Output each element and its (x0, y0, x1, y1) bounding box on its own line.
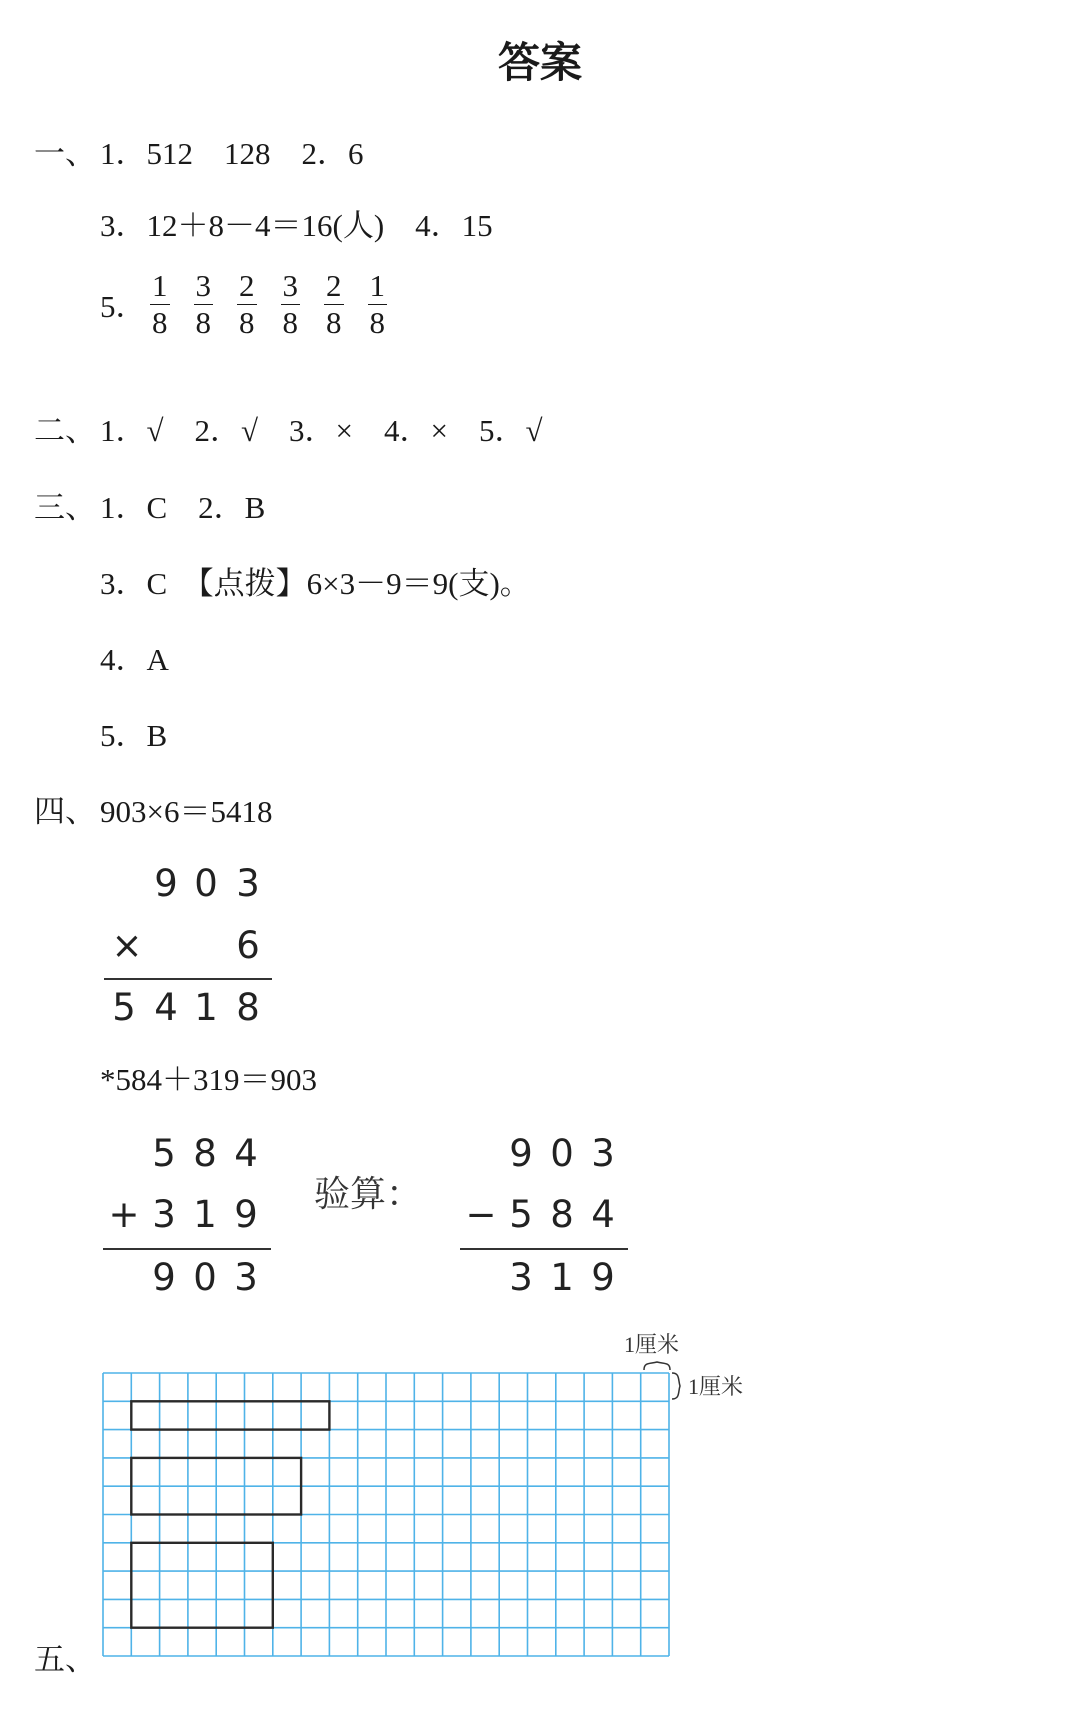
section-1-label: 一、 (34, 136, 96, 171)
section-2-label: 二、 (34, 413, 96, 448)
section-4-equation-1: 903×6＝5418 (100, 794, 273, 829)
section-3-line-2: 3．C 【点拨】6×3－9＝9(支)。 (100, 566, 531, 601)
unit-label-right: 1厘米 (688, 1374, 744, 1399)
section-4-equation-2: *584＋319＝903 (100, 1062, 317, 1097)
drawn-rectangles (131, 1401, 329, 1627)
drawn-rectangle (131, 1543, 272, 1628)
calc-digit: 5 (112, 986, 136, 1029)
calc-operator: − (465, 1193, 497, 1236)
calc-digit: 1 (194, 986, 218, 1029)
check-label: 验算： (314, 1174, 423, 1215)
calc-digit: 3 (234, 1256, 258, 1299)
fraction: $\frac{2}{8}$ (326, 268, 342, 340)
calc-digit: 9 (152, 1256, 176, 1299)
page-title: 答案 (497, 38, 582, 87)
section-1-line-2: 3．12＋8－4＝16(人) 4．15 (100, 208, 493, 243)
section-2-line-1: 1．√ 2．√ 3．× 4．× 5．√ (100, 413, 543, 448)
section-3-line-4: 5．B (100, 718, 168, 753)
calc-digit: 0 (193, 1256, 217, 1299)
calc-digit: 3 (509, 1256, 533, 1299)
section-1-line-1: 1．512 128 2．6 (100, 136, 364, 171)
section-3-line-3: 4．A (100, 642, 169, 677)
fraction: $\frac{3}{8}$ (195, 268, 211, 340)
section-4-label: 四、 (34, 794, 96, 829)
drawn-rectangle (131, 1401, 329, 1429)
top-brace-icon (644, 1362, 670, 1370)
calc-digit: 0 (194, 862, 218, 905)
calc-digit: 4 (234, 1132, 258, 1175)
fraction: $\frac{3}{8}$ (282, 268, 298, 340)
fraction: $\frac{1}{8}$ (152, 268, 168, 340)
calc-digit: 4 (154, 986, 178, 1029)
calc-digit: 1 (550, 1256, 574, 1299)
fraction: $\frac{1}{8}$ (369, 268, 385, 340)
unit-label-top: 1厘米 (624, 1332, 680, 1357)
right-brace-icon (672, 1373, 680, 1399)
calc-digit: 6 (236, 924, 260, 967)
calc-digit: 3 (236, 862, 260, 905)
calc-digit: 9 (234, 1193, 258, 1236)
section-3-line-1: 1．C 2．B (100, 490, 266, 525)
calc-operator: + (108, 1193, 140, 1236)
section-1-q5-label: 5． (100, 289, 147, 324)
calc-digit: 9 (591, 1256, 615, 1299)
calc-digit: 9 (509, 1132, 533, 1175)
section-3-label: 三、 (34, 490, 96, 525)
calc-digit: 9 (154, 862, 178, 905)
calc-digit: 5 (152, 1132, 176, 1175)
calc-operator: × (111, 924, 143, 967)
calc-digit: 3 (591, 1132, 615, 1175)
fraction: $\frac{2}{8}$ (239, 268, 255, 340)
calc-digit: 5 (509, 1193, 533, 1236)
calc-digit: 0 (550, 1132, 574, 1175)
calc-digit: 8 (193, 1132, 217, 1175)
calc-digit: 1 (193, 1193, 217, 1236)
calc-digit: 8 (550, 1193, 574, 1236)
calc-digit: 4 (591, 1193, 615, 1236)
calc-digit: 3 (152, 1193, 176, 1236)
calc-digit: 8 (236, 986, 260, 1029)
section-5-label: 五、 (34, 1642, 96, 1677)
